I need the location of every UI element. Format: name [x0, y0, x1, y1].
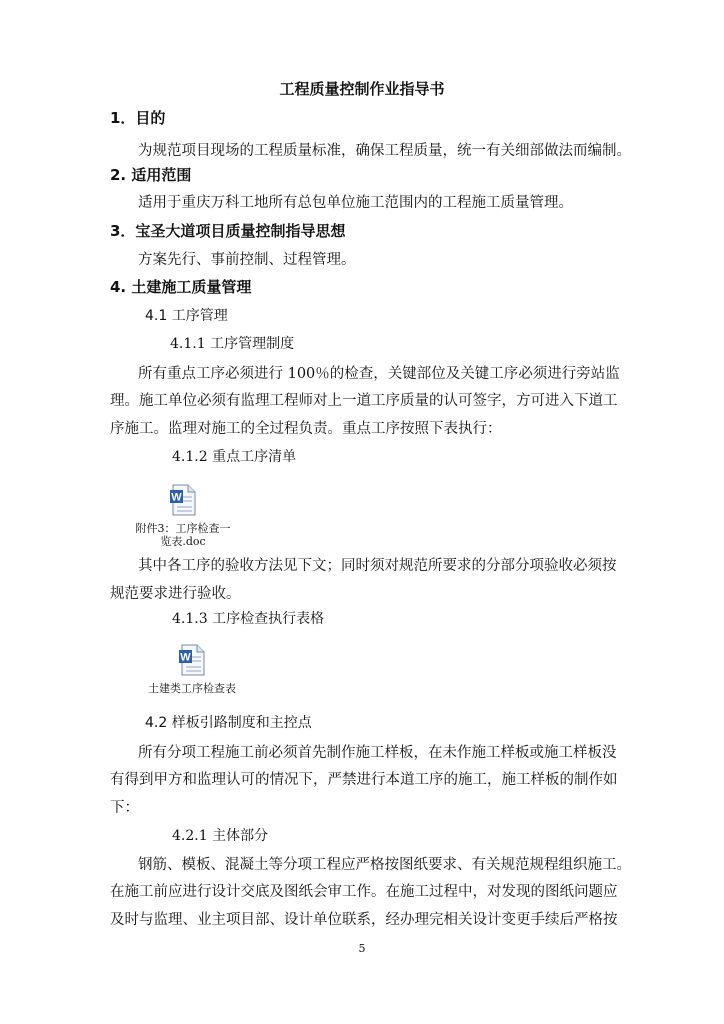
section-4-1-3-heading: 4.1.3 工序检查执行表格 [172, 611, 325, 627]
page-number: 5 [358, 942, 366, 955]
section-2-body: 适用于重庆万科工地所有总包单位施工范围内的工程施工质量管理。 [138, 195, 573, 211]
section-4-1-2-line: 其中各工序的验收方法见下文；同时须对规范所要求的分部分项验收必须按 [138, 558, 617, 574]
section-4-heading: 4. 土建施工质量管理 [110, 278, 252, 296]
section-1-heading: 1．目的 [110, 109, 166, 127]
section-4-1-1-line: 所有重点工序必须进行 100％的检查，关键部位及关键工序必须进行旁站监 [138, 366, 620, 382]
svg-text:W: W [171, 491, 182, 504]
section-2-heading: 2. 适用范围 [110, 166, 192, 184]
section-4-2-heading: 4.2 样板引路制度和主控点 [145, 715, 312, 731]
section-4-1-2-line: 规范要求进行验收。 [110, 586, 241, 602]
section-3-heading: 3．宝圣大道项目质量控制指导思想 [110, 222, 346, 240]
section-4-1-1-line: 序施工。监理对施工的全过程负责。重点工序按照下表执行： [110, 421, 502, 437]
document-title: 工程质量控制作业指导书 [279, 80, 445, 98]
section-4-2-1-heading: 4.2.1 主体部分 [172, 828, 269, 844]
svg-text:W: W [180, 651, 191, 664]
attachment-1-label-line1: 附件3：工序检查一 [135, 522, 231, 535]
section-4-2-1-line: 钢筋、模板、混凝土等分项工程应严格按图纸要求、有关规范规程组织施工。 [138, 857, 631, 873]
word-doc-icon [178, 644, 206, 676]
section-3-body: 方案先行、事前控制、过程管理。 [138, 252, 356, 268]
section-4-1-1-line: 理。施工单位必须有监理工程师对上一道工序质量的认可签字，方可进入下道工 [110, 393, 618, 409]
attachment-2[interactable] [140, 644, 244, 695]
attachment-1-label-line2: 览表.doc [160, 535, 206, 548]
word-doc-icon [169, 484, 197, 516]
section-4-1-heading: 4.1 工序管理 [145, 308, 228, 324]
attachment-2-label: 土建类工序检查表 [148, 682, 236, 695]
section-4-2-1-line: 在施工前应进行设计交底及图纸会审工作。在施工过程中，对发现的图纸问题应 [110, 884, 618, 900]
section-4-1-1-heading: 4.1.1 工序管理制度 [170, 336, 295, 352]
section-4-2-line: 下： [110, 800, 139, 816]
section-4-1-2-heading: 4.1.2 重点工序清单 [172, 449, 297, 465]
section-1-body: 为规范项目现场的工程质量标准，确保工程质量，统一有关细部做法而编制。 [138, 143, 631, 159]
section-4-2-line: 所有分项工程施工前必须首先制作施工样板，在未作施工样板或施工样板没 [138, 745, 617, 761]
attachment-1[interactable] [128, 484, 238, 548]
section-4-2-line: 有得到甲方和监理认可的情况下，严禁进行本道工序的施工，施工样板的制作如 [110, 772, 618, 788]
section-4-2-1-line: 及时与监理、业主项目部、设计单位联系，经办理完相关设计变更手续后严格按 [110, 912, 618, 928]
